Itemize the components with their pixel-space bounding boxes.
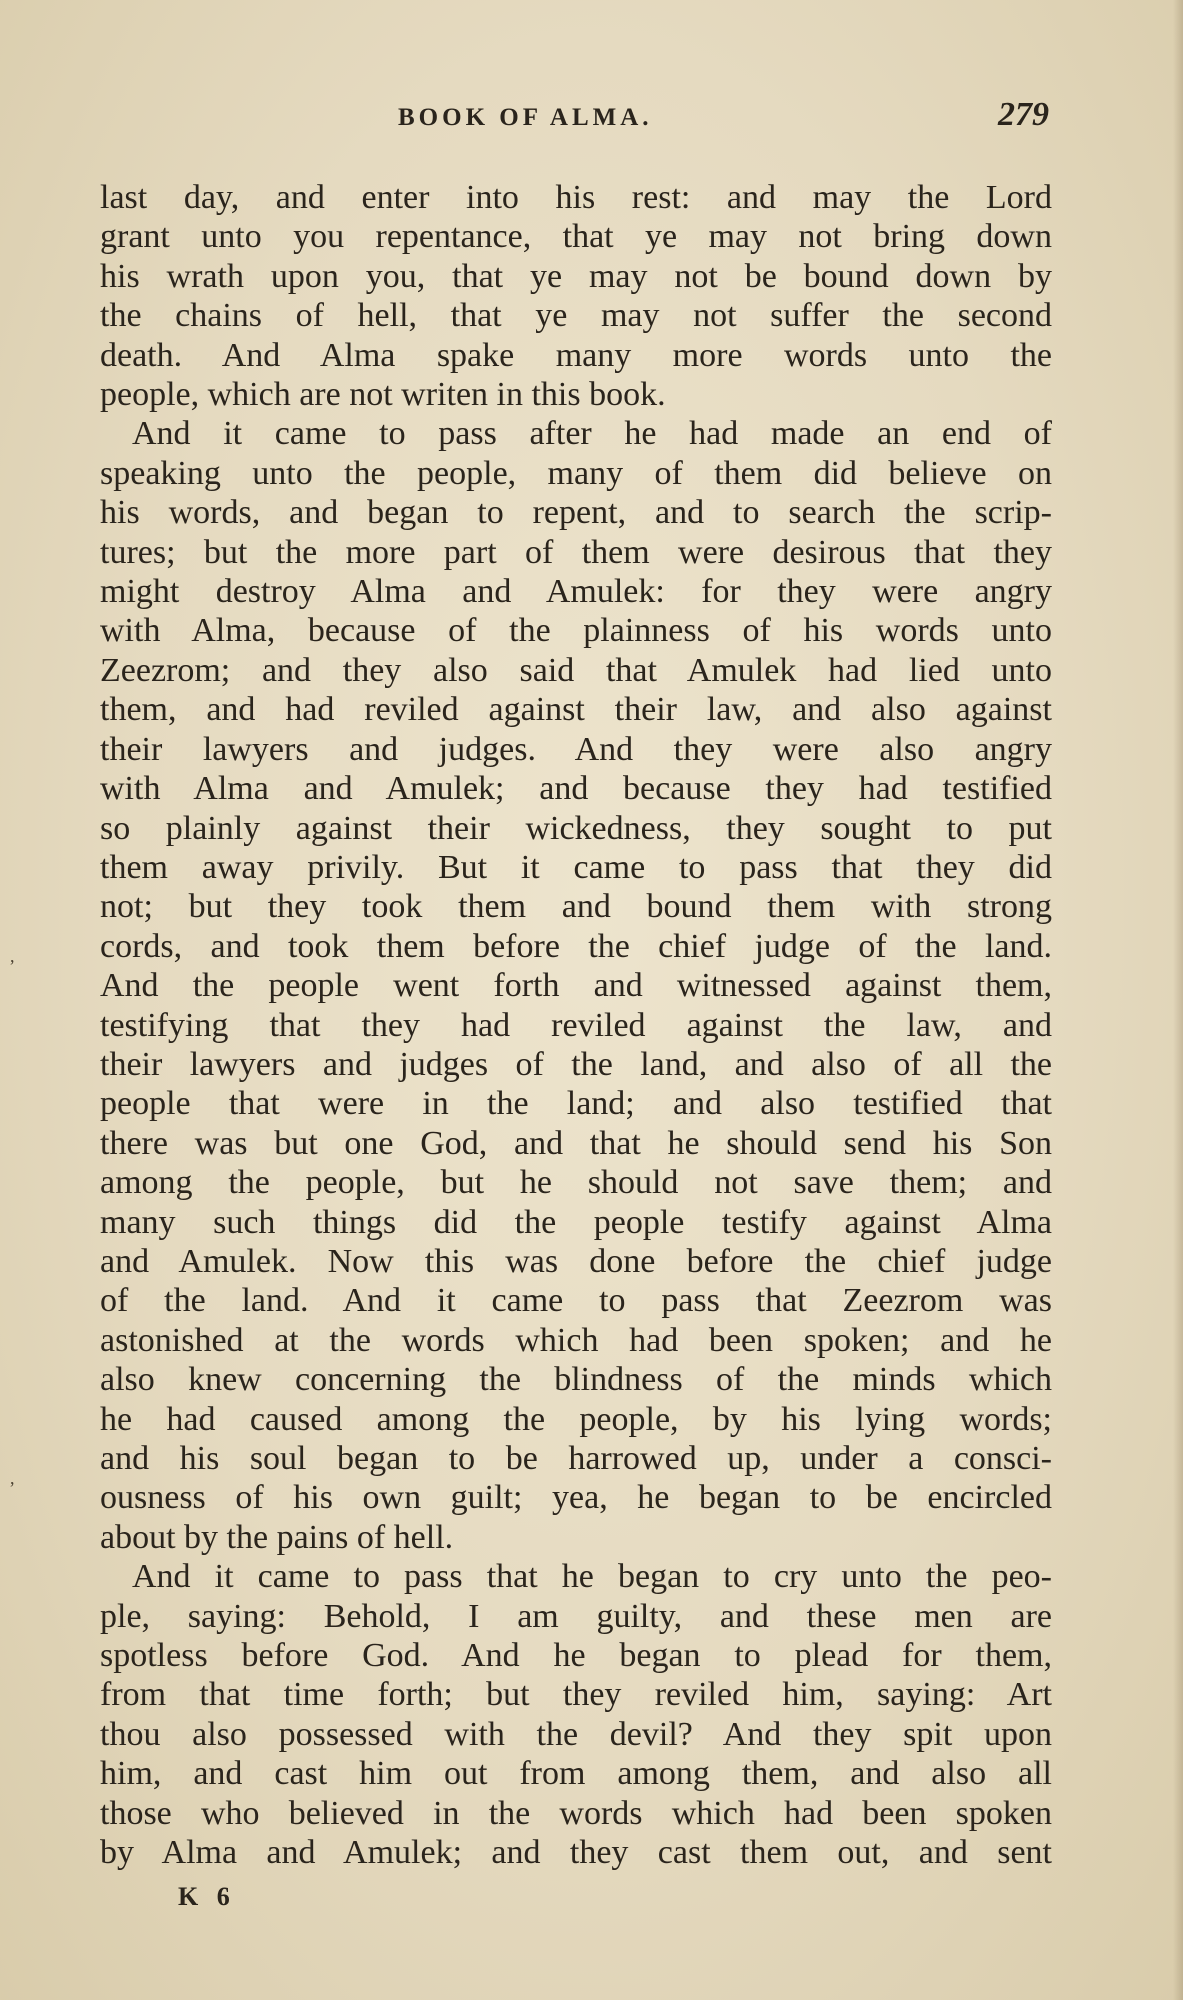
body-text bbox=[100, 178, 1052, 1872]
text-line: those who believed in the words which had been spoken bbox=[100, 1794, 1052, 1832]
text-line: of the land. And it came to pass that Zeezrom was bbox=[100, 1282, 1052, 1320]
text-line: grant unto you repentance, that ye may not bring down bbox=[100, 218, 1052, 256]
text-line: about by the pains of hell. bbox=[100, 1518, 454, 1556]
text-line: from that time forth; but they reviled him, saying: Art bbox=[100, 1676, 1052, 1714]
text-line: so plainly against their wickedness, they sought to put bbox=[100, 809, 1052, 847]
text-line: many such things did the people testify against Alma bbox=[100, 1203, 1052, 1241]
paragraph-3 bbox=[100, 1557, 1052, 1872]
text-line: people that were in the land; and also testified that bbox=[100, 1085, 1052, 1123]
text-line: thou also possessed with the devil? And they spit upon bbox=[100, 1715, 1052, 1753]
text-line: with Alma, because of the plainness of his words unto bbox=[100, 612, 1052, 650]
text-line: the chains of hell, that ye may not suffer the second bbox=[100, 297, 1052, 335]
text-line: by Alma and Amulek; and they cast them out, and sent bbox=[100, 1834, 1052, 1872]
margin-speck: , bbox=[10, 946, 15, 966]
signature-mark: K 6 bbox=[178, 1882, 236, 1911]
text-line: them, and had reviled against their law, and also against bbox=[100, 691, 1052, 729]
text-line: ousness of his own guilt; yea, he began to be encircled bbox=[100, 1479, 1052, 1517]
text-line: And the people went forth and witnessed against them, bbox=[100, 967, 1052, 1005]
text-line: with Alma and Amulek; and because they had testified bbox=[100, 770, 1052, 808]
text-line: him, and cast him out from among them, and also all bbox=[100, 1755, 1052, 1793]
running-head: BOOK OF ALMA. bbox=[398, 104, 653, 131]
text-line: his wrath upon you, that ye may not be bound down by bbox=[100, 257, 1052, 295]
text-line: death. And Alma spake many more words unto the bbox=[100, 336, 1052, 374]
text-line: his words, and began to repent, and to search the scrip- bbox=[100, 494, 1052, 532]
text-line: cords, and took them before the chief judge of the land. bbox=[100, 927, 1052, 965]
text-line: ple, saying: Behold, I am guilty, and these men are bbox=[100, 1597, 1052, 1635]
text-line: spotless before God. And he began to plead for them, bbox=[100, 1637, 1052, 1675]
text-line: also knew concerning the blindness of the minds which bbox=[100, 1361, 1052, 1399]
margin-speck: , bbox=[10, 1468, 15, 1488]
text-line: among the people, but he should not save them; and bbox=[100, 1164, 1052, 1202]
text-line: and his soul began to be harrowed up, under a consci- bbox=[100, 1440, 1052, 1477]
text-line: Zeezrom; and they also said that Amulek had lied unto bbox=[100, 651, 1052, 689]
text-line: last day, and enter into his rest: and may the Lord bbox=[100, 179, 1052, 216]
text-line: them away privily. But it came to pass that they did bbox=[100, 848, 1052, 886]
text-line: not; but they took them and bound them with strong bbox=[100, 888, 1052, 926]
paragraph-1 bbox=[100, 178, 1052, 414]
text-line: And it came to pass that he began to cry unto the peo- bbox=[132, 1558, 1052, 1596]
text-line: their lawyers and judges. And they were also angry bbox=[100, 730, 1052, 768]
text-line: people, which are not writen in this book. bbox=[100, 376, 666, 414]
page-number: 279 bbox=[998, 96, 1049, 133]
text-line: astonished at the words which had been spoken; and he bbox=[100, 1321, 1052, 1359]
text-line: And it came to pass after he had made an end of bbox=[132, 415, 1052, 453]
text-line: speaking unto the people, many of them did believe on bbox=[100, 454, 1052, 492]
text-line: testifying that they had reviled against the law, and bbox=[100, 1006, 1052, 1044]
text-line: and Amulek. Now this was done before the chief judge bbox=[100, 1242, 1052, 1280]
paragraph-2 bbox=[100, 414, 1052, 1557]
text-line: he had caused among the people, by his lying words; bbox=[100, 1400, 1052, 1438]
text-line: there was but one God, and that he should send his Son bbox=[100, 1124, 1052, 1162]
text-line: might destroy Alma and Amulek: for they were angry bbox=[100, 573, 1052, 611]
text-line: their lawyers and judges of the land, and also of all the bbox=[100, 1045, 1052, 1083]
text-line: tures; but the more part of them were desirous that they bbox=[100, 533, 1052, 571]
